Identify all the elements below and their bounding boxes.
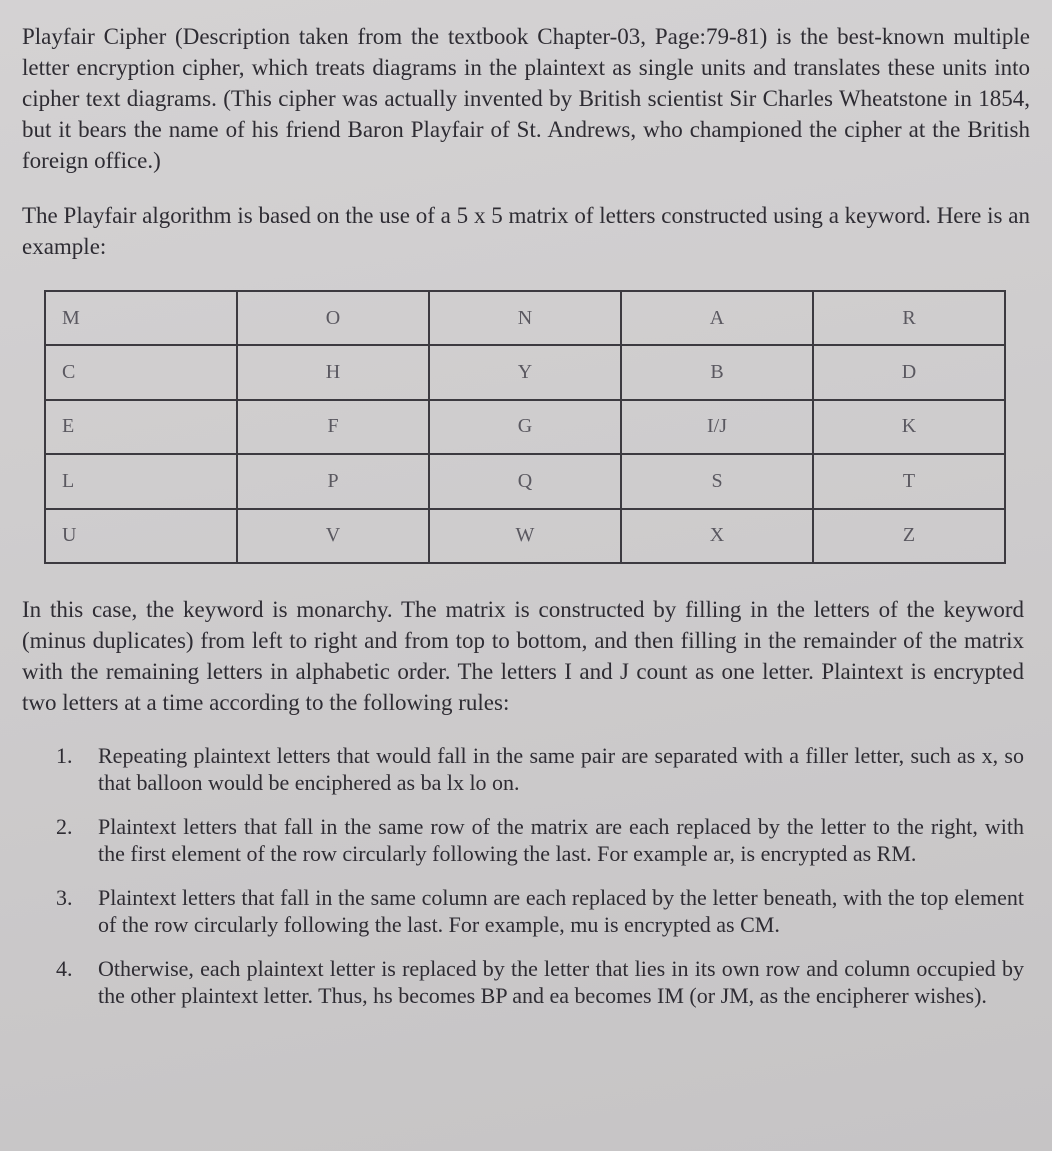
rule-number: 3. xyxy=(56,885,73,910)
matrix-cell: E xyxy=(45,400,237,454)
matrix-cell: K xyxy=(813,400,1005,454)
matrix-cell: Q xyxy=(429,454,621,508)
matrix-cell: R xyxy=(813,291,1005,345)
matrix-cell: I/J xyxy=(621,400,813,454)
matrix-row xyxy=(45,345,1005,399)
matrix-cell: V xyxy=(237,509,429,563)
matrix-cell: B xyxy=(621,345,813,399)
matrix-cell: O xyxy=(237,291,429,345)
matrix-cell: H xyxy=(237,345,429,399)
matrix-cell: U xyxy=(45,509,237,563)
matrix-cell: C xyxy=(45,345,237,399)
matrix-cell: P xyxy=(237,454,429,508)
matrix-cell: G xyxy=(429,400,621,454)
matrix-cell: S xyxy=(621,454,813,508)
matrix-cell: M xyxy=(45,291,237,345)
construction-paragraph: In this case, the keyword is monarchy. The matrix is constructed by filling in the letters of the keyword (minus duplicates) from left to right and from top to bottom, and then filling in the remainder of the matrix with the remaining letters in alphabetic order. The letters I and J count as one letter. Plaintext is encrypted two letters at a time according to the following rules: xyxy=(22,597,1024,715)
algorithm-paragraph: The Playfair algorithm is based on the use of a 5 x 5 matrix of letters constructed using a keyword. Here is an example: xyxy=(22,203,1030,259)
matrix-row xyxy=(45,291,1005,345)
matrix-row xyxy=(45,509,1005,563)
matrix-cell: T xyxy=(813,454,1005,508)
matrix-cell: W xyxy=(429,509,621,563)
matrix-cell: D xyxy=(813,345,1005,399)
matrix-row xyxy=(45,400,1005,454)
playfair-matrix xyxy=(44,290,1006,564)
rule-item xyxy=(56,884,1024,938)
rule-item xyxy=(56,813,1024,867)
rule-item xyxy=(56,742,1024,796)
rule-text: Otherwise, each plaintext letter is replaced by the letter that lies in its own row and column occupied by the other plaintext letter. Thus, hs becomes BP and ea becomes IM (or JM, as the encipherer wishes). xyxy=(98,956,1024,1008)
rule-number: 4. xyxy=(56,956,73,981)
matrix-cell: N xyxy=(429,291,621,345)
matrix-cell: Z xyxy=(813,509,1005,563)
matrix-cell: F xyxy=(237,400,429,454)
matrix-cell: L xyxy=(45,454,237,508)
matrix-cell: A xyxy=(621,291,813,345)
matrix-cell: Y xyxy=(429,345,621,399)
rule-text: Plaintext letters that fall in the same row of the matrix are each replaced by the letter to the right, with the first element of the row circularly following the last. For example ar, is encrypted as RM. xyxy=(98,814,1024,866)
matrix-row xyxy=(45,454,1005,508)
intro-paragraph: Playfair Cipher (Description taken from the textbook Chapter-03, Page:79-81) is the best-known multiple letter encryption cipher, which treats diagrams in the plaintext as single units and translates these units into cipher text diagrams. (This cipher was actually invented by British scientist Sir Charles Wheatstone in 1854, but it bears the name of his friend Baron Playfair of St. Andrews, who championed the cipher at the British foreign office.) xyxy=(22,24,1030,173)
rules-list xyxy=(56,742,1024,1026)
matrix-cell: X xyxy=(621,509,813,563)
rule-number: 1. xyxy=(56,743,73,768)
rule-number: 2. xyxy=(56,814,73,839)
rule-item xyxy=(56,955,1024,1009)
rule-text: Plaintext letters that fall in the same column are each replaced by the letter beneath, with the top element of the row circularly following the last. For example, mu is encrypted as CM. xyxy=(98,885,1024,937)
rule-text: Repeating plaintext letters that would fall in the same pair are separated with a filler letter, such as x, so that balloon would be enciphered as ba lx lo on. xyxy=(98,743,1024,795)
